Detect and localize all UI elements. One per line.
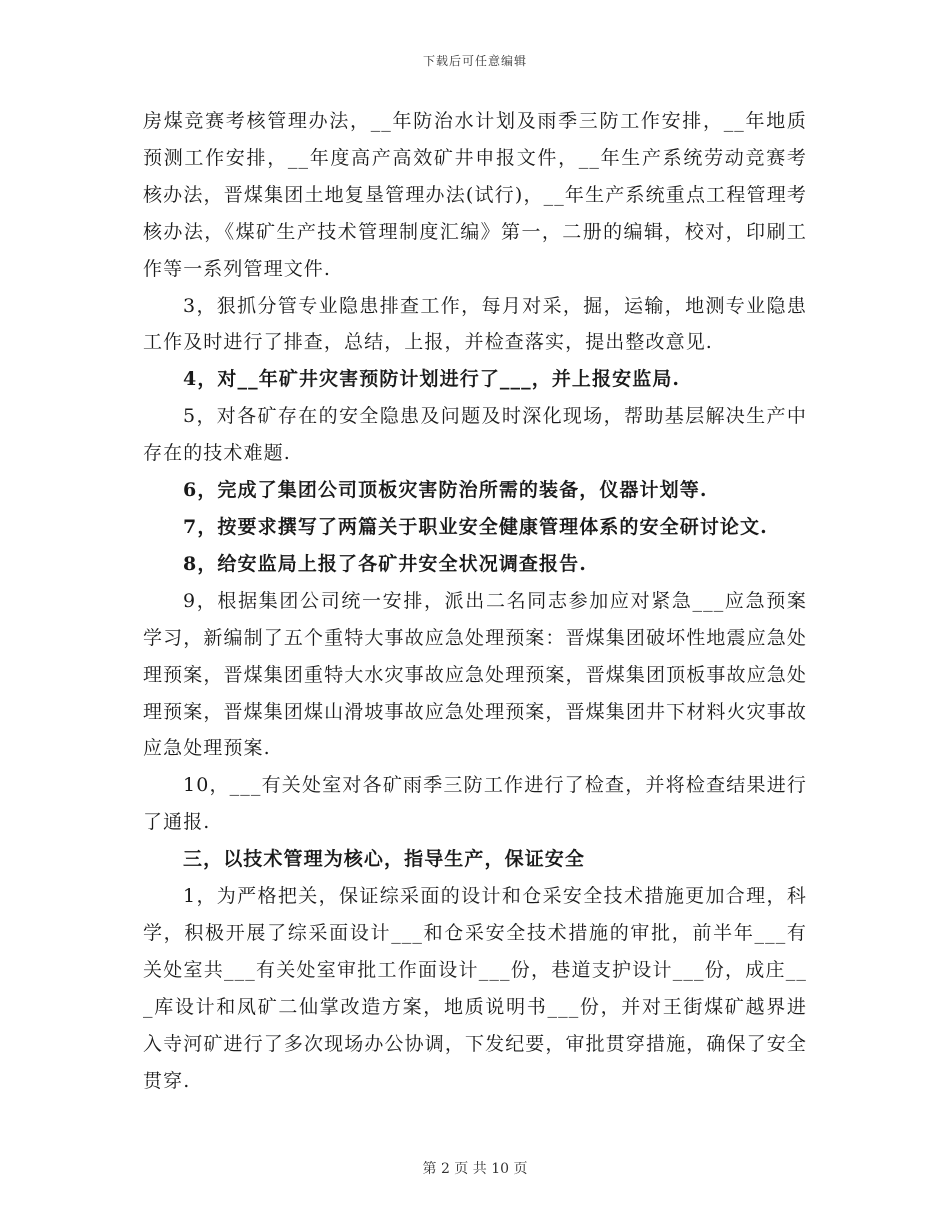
paragraph-roof-equipment: 6，完成了集团公司顶板灾害防治所需的装备，仪器计划等. <box>183 479 708 502</box>
paragraph-rainy-season-check: 10，___有关处室对各矿雨季三防工作进行了检查，并将检查结果进行了通报. <box>143 774 807 834</box>
paragraph-safety-hazards: 5，对各矿存在的安全隐患及问题及时深化现场，帮助基层解决生产中存在的技术难题. <box>143 405 807 465</box>
paragraph-research-papers: 7，按要求撰写了两篇关于职业安全健康管理体系的安全研讨论文. <box>183 515 768 538</box>
document-body <box>143 103 807 1099</box>
paragraph-safety-report: 8，给安监局上报了各矿井安全状况调查报告. <box>183 552 587 575</box>
paragraph-disaster-prevention-plan: 4，对__年矿井灾害预防计划进行了___，并上报安监局. <box>183 368 681 391</box>
section-heading-technical-management: 三，以技术管理为核心，指导生产，保证安全 <box>183 848 586 871</box>
paragraph-design-approval: 1，为严格把关，保证综采面的设计和仓采安全技术措施更加合理，科学，积极开展了综采面设计___和仓采安全技术措施的审批，前半年___有关处室共___有关处室审批工作面设计___份，巷道支护设计___份，成庄___库设计和凤矿二仙掌改造方案，地质说明书___份，并对王街煤矿越界进入寺河矿进行了多次现场办公协调，下发纪要，审批贯穿措施，确保了安全贯穿. <box>143 885 807 1092</box>
paragraph-hazard-inspection: 3，狠抓分管专业隐患排查工作，每月对采，掘，运输，地测专业隐患工作及时进行了排查，总结，上报，并检查落实，提出整改意见. <box>143 294 807 354</box>
paragraph-emergency-plans: 9，根据集团公司统一安排，派出二名同志参加应对紧急___应急预案学习，新编制了五个重特大事故应急处理预案：晋煤集团破坏性地震应急处理预案，晋煤集团重特大水灾事故应急处理预案，晋煤集团顶板事故应急处理预案，晋煤集团煤山滑坡事故应急处理预案，晋煤集团井下材料火灾事故应急处理预案. <box>143 589 807 760</box>
paragraph-management-documents: 房煤竞赛考核管理办法，__年防治水计划及雨季三防工作安排，__年地质预测工作安排，__年度高产高效矿井申报文件，__年生产系统劳动竞赛考核办法，晋煤集团土地复垦管理办法(试行)，__年生产系统重点工程管理考核办法，《煤矿生产技术管理制度汇编》第一，二册的编辑，校对，印刷工作等一系列管理文件. <box>143 110 807 280</box>
page-header: 下载后可任意编辑 <box>422 54 527 68</box>
page-number: 第 2 页 共 10 页 <box>422 1161 528 1177</box>
